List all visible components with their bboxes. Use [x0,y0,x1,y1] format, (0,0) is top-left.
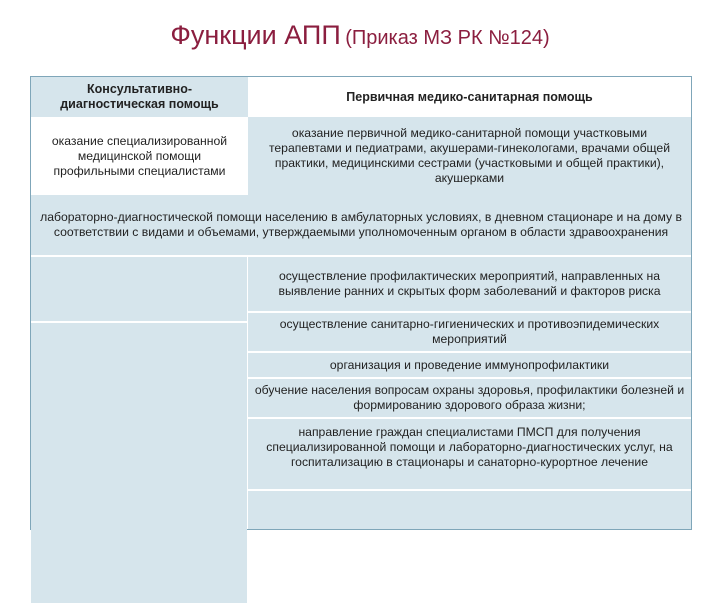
cell-prevention: осуществление профилактических мероприятий, направленных на выявление ранних и скрытых форм заболеваний и факторов риска [248,257,691,311]
empty-cell-1 [31,257,247,321]
title-subtitle: (Приказ МЗ РК №124) [345,27,550,49]
cell-primary-care-staff: оказание первичной медико-санитарной помощи участковыми терапевтами и педиатрами, акушерами-гинекологами, врачами общей практики, медицинскими сестрами (участковыми и общей практики), акушерками [248,117,691,195]
header-consultative: Консультативно-диагностическая помощь [31,77,248,117]
cell-lab-diagnostics: лабораторно-диагностической помощи населению в амбулаторных условиях, в дневном стационаре и на дому в соответствии с видами и объемами, утверждаемыми уполномоченным органом в области здравоохранения [31,195,691,255]
title-main: Функции АПП [170,20,341,50]
cell-health-education: обучение населения вопросам охраны здоровья, профилактики болезней и формированию здорового образа жизни; [248,379,691,417]
empty-cell-2 [31,323,247,603]
cell-immunization: организация и проведение иммунопрофилактики [248,353,691,377]
empty-cell-3 [248,491,691,529]
cell-sanitary: осуществление санитарно-гигиенических и противоэпидемических мероприятий [248,313,691,351]
cell-specialized-care: оказание специализированной медицинской помощи профильными специалистами [51,133,228,178]
functions-table [30,76,692,530]
slide-title [0,20,720,51]
header-primary-care: Первичная медико-санитарная помощь [346,89,593,104]
cell-referral: направление граждан специалистами ПМСП для получения специализированной помощи и лабораторно-диагностических услуг, на госпитализацию в стационары и санаторно-курортное лечение [248,419,691,489]
